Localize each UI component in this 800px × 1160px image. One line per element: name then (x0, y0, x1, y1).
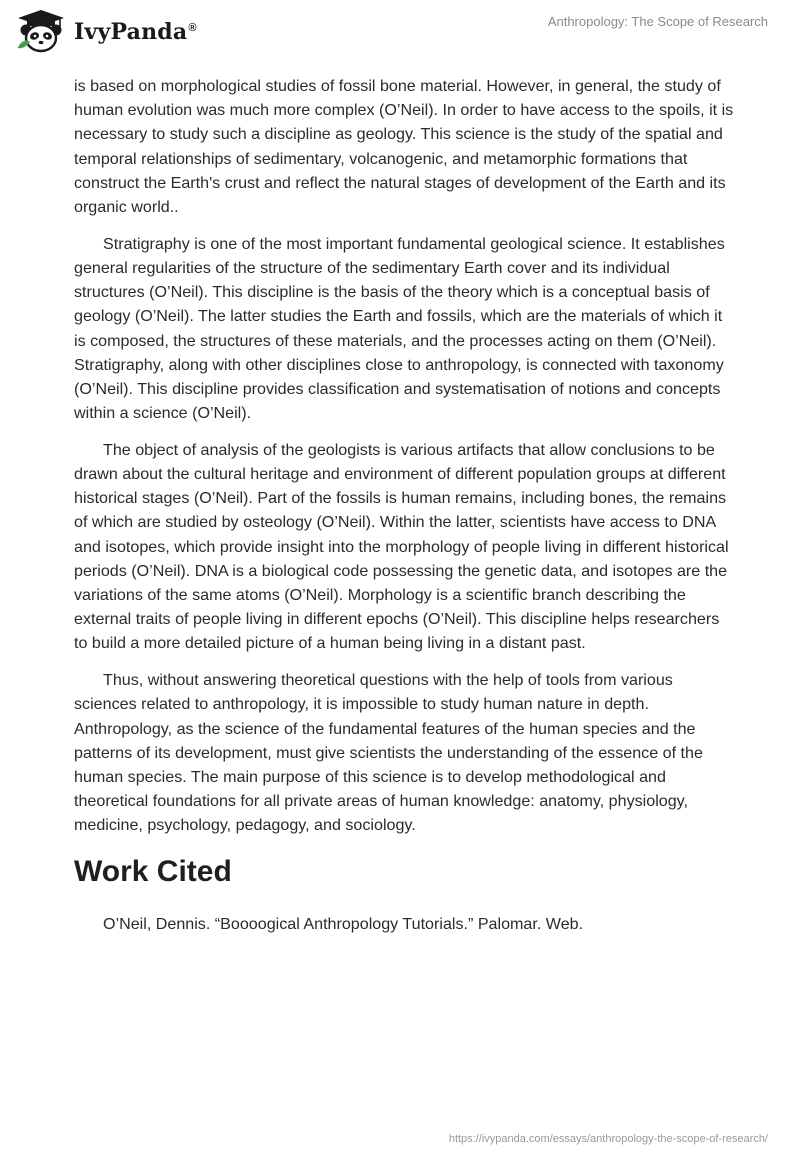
body-paragraph: is based on morphological studies of fossil bone material. However, in general, the study of human evolution was much more complex (O’Neil). In order to have access to the spoils, it is necessary to study such a discipline as geology. This science is the study of the spatial and temporal relationships of sedimentary, volcanogenic, and metamorphic formations that construct the Earth's crust and reflect the natural stages of development of the Earth and its organic world.. (74, 77, 734, 217)
brand-name-text: IvyPanda (74, 19, 188, 45)
body-paragraph: The object of analysis of the geologists is various artifacts that allow conclusions to be drawn about the cultural heritage and environment of different population groups at different historical stages (O’Neil). Part of the fossils is human remains, including bones, the remains of which are studied by osteology (O’Neil). Within the latter, scientists have access to DNA and isotopes, which provide insight into the morphology of people living in different historical periods (O’Neil). DNA is a biological code possessing the genetic data, and isotopes are the variations of the same atoms (O’Neil). Morphology is a scientific branch describing the external traits of people living in different epochs (O’Neil). This discipline helps researchers to build a more detailed picture of a human being living in a distant past. (74, 440, 729, 653)
brand-name (74, 19, 197, 45)
body-paragraph: Stratigraphy is one of the most important fundamental geological science. It establishes general regularities of the structure of the sedimentary Earth cover and its individual structures (O’Neil). This discipline is the basis of the theory which is a conceptual basis of geology (O’Neil). The latter studies the Earth and fossils, which are the materials of which it is composed, the structures of these materials, and the processes acting on them (O’Neil). Stratigraphy, along with other disciplines close to anthropology, is connected with taxonomy (O’Neil). This discipline provides classification and systematisation of notions and concepts within a science (O’Neil). (74, 234, 725, 423)
citation-entry: O’Neil, Dennis. “Boooogical Anthropology Tutorials.” Palomar. Web. (103, 914, 584, 933)
source-url[interactable]: https://ivypanda.com/essays/anthropology-the-scope-of-research/ (448, 1133, 768, 1145)
essay-body (74, 74, 734, 936)
body-paragraph: Thus, without answering theoretical questions with the help of tools from various sciences related to anthropology, it is impossible to study human nature in depth. Anthropology, as the science of the fundamental features of the human species and the patterns of its development, must give scientists the understanding of the essence of the human species. The main purpose of this science is to develop methodological and theoretical foundations for all private areas of human knowledge: anatomy, physiology, medicine, psychology, pedagogy, and sociology. (74, 671, 703, 835)
panda-graduate-icon (14, 8, 68, 54)
registered-mark: ® (188, 21, 197, 34)
running-title: Anthropology: The Scope of Research (547, 14, 768, 29)
page-header (0, 0, 800, 70)
ivypanda-logo[interactable] (14, 8, 197, 54)
works-cited-heading: Work Cited (74, 854, 232, 888)
